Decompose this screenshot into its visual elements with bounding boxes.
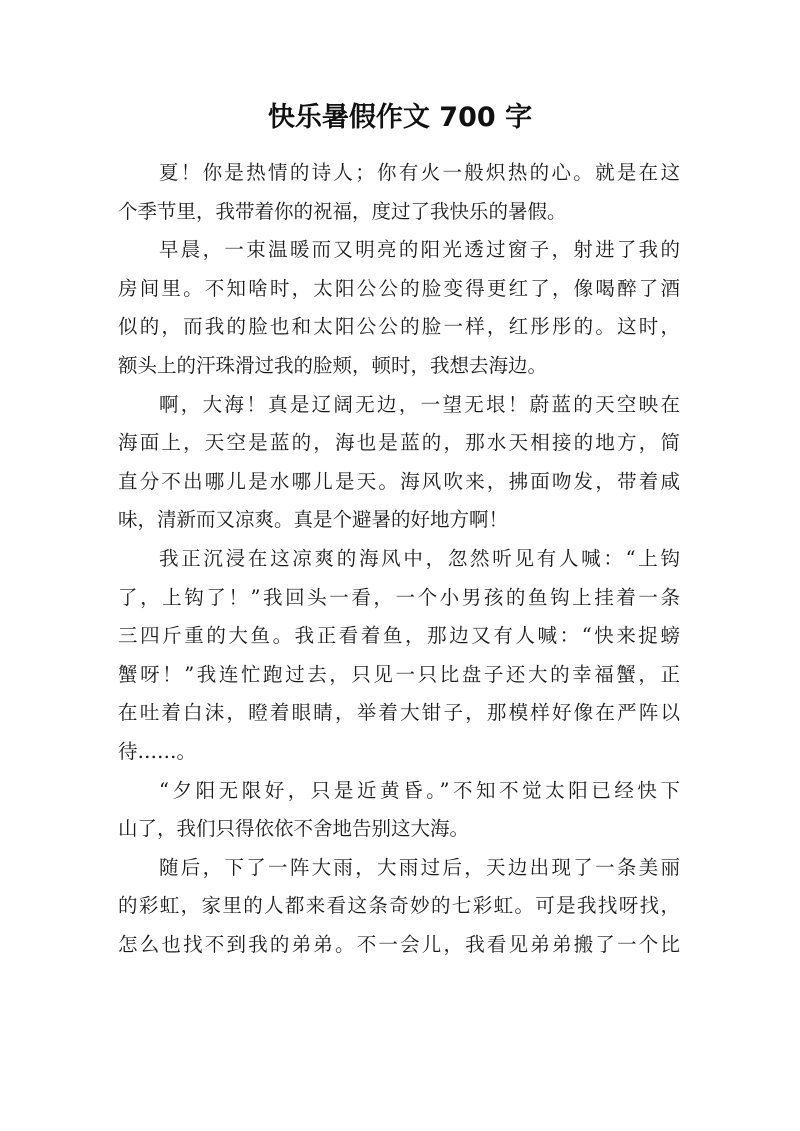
text-line: 额头上的汗珠滑过我的脸颊，顿时，我想去海边。 <box>118 353 548 377</box>
paragraph <box>118 540 680 772</box>
text-line: 山了，我们只得依依不舍地告别这大海。 <box>118 817 470 841</box>
text-line: “夕阳无限好，只是近黄昏。”不知不觉太阳已经快下 <box>159 778 680 802</box>
text-line: 味，清新而又凉爽。真是个避暑的好地方啊！ <box>118 508 509 532</box>
document-body <box>118 154 680 964</box>
paragraph <box>118 386 680 540</box>
text-line: 直分不出哪儿是水哪儿是天。海风吹来，拂面吻发，带着咸 <box>118 469 680 493</box>
text-line: 待……。 <box>118 739 197 763</box>
text-line: 在吐着白沫，瞪着眼睛，举着大钳子，那模样好像在严阵以 <box>118 701 680 725</box>
paragraph <box>118 772 680 849</box>
text-line: 的彩虹，家里的人都来看这条奇妙的七彩虹。可是我找呀找， <box>118 894 680 918</box>
text-line: 了，上钩了！”我回头一看，一个小男孩的鱼钩上挂着一条 <box>118 585 680 609</box>
text-line: 我正沉浸在这凉爽的海风中，忽然听见有人喊：“上钩 <box>159 546 680 570</box>
text-line: 海面上，天空是蓝的，海也是蓝的，那水天相接的地方，简 <box>118 431 680 455</box>
document-title: 快乐暑假作文 700 字 <box>267 102 533 133</box>
text-line: 怎么也找不到我的弟弟。不一会儿，我看见弟弟搬了一个比 <box>118 932 680 956</box>
text-line: 随后，下了一阵大雨，大雨过后，天边出现了一条美丽 <box>159 855 680 879</box>
paragraph <box>118 154 680 231</box>
text-line: 个季节里，我带着你的祝福，度过了我快乐的暑假。 <box>118 199 567 223</box>
text-line: 蟹呀！”我连忙跑过去，只见一只比盘子还大的幸福蟹，正 <box>118 662 680 686</box>
text-line: 房间里。不知啥时，太阳公公的脸变得更红了，像喝醉了酒 <box>118 276 680 300</box>
paragraph <box>118 849 680 965</box>
paragraph <box>118 231 680 385</box>
text-line: 夏！你是热情的诗人；你有火一般炽热的心。就是在这 <box>159 161 680 184</box>
text-line: 似的，而我的脸也和太阳公公的脸一样，红彤彤的。这时， <box>118 315 680 339</box>
text-line: 三四斤重的大鱼。我正看着鱼，那边又有人喊：“快来捉螃 <box>118 624 680 648</box>
text-line: 啊，大海！真是辽阔无边，一望无垠！蔚蓝的天空映在 <box>159 392 680 416</box>
text-line: 早晨，一束温暖而又明亮的阳光透过窗子，射进了我的 <box>159 238 680 262</box>
